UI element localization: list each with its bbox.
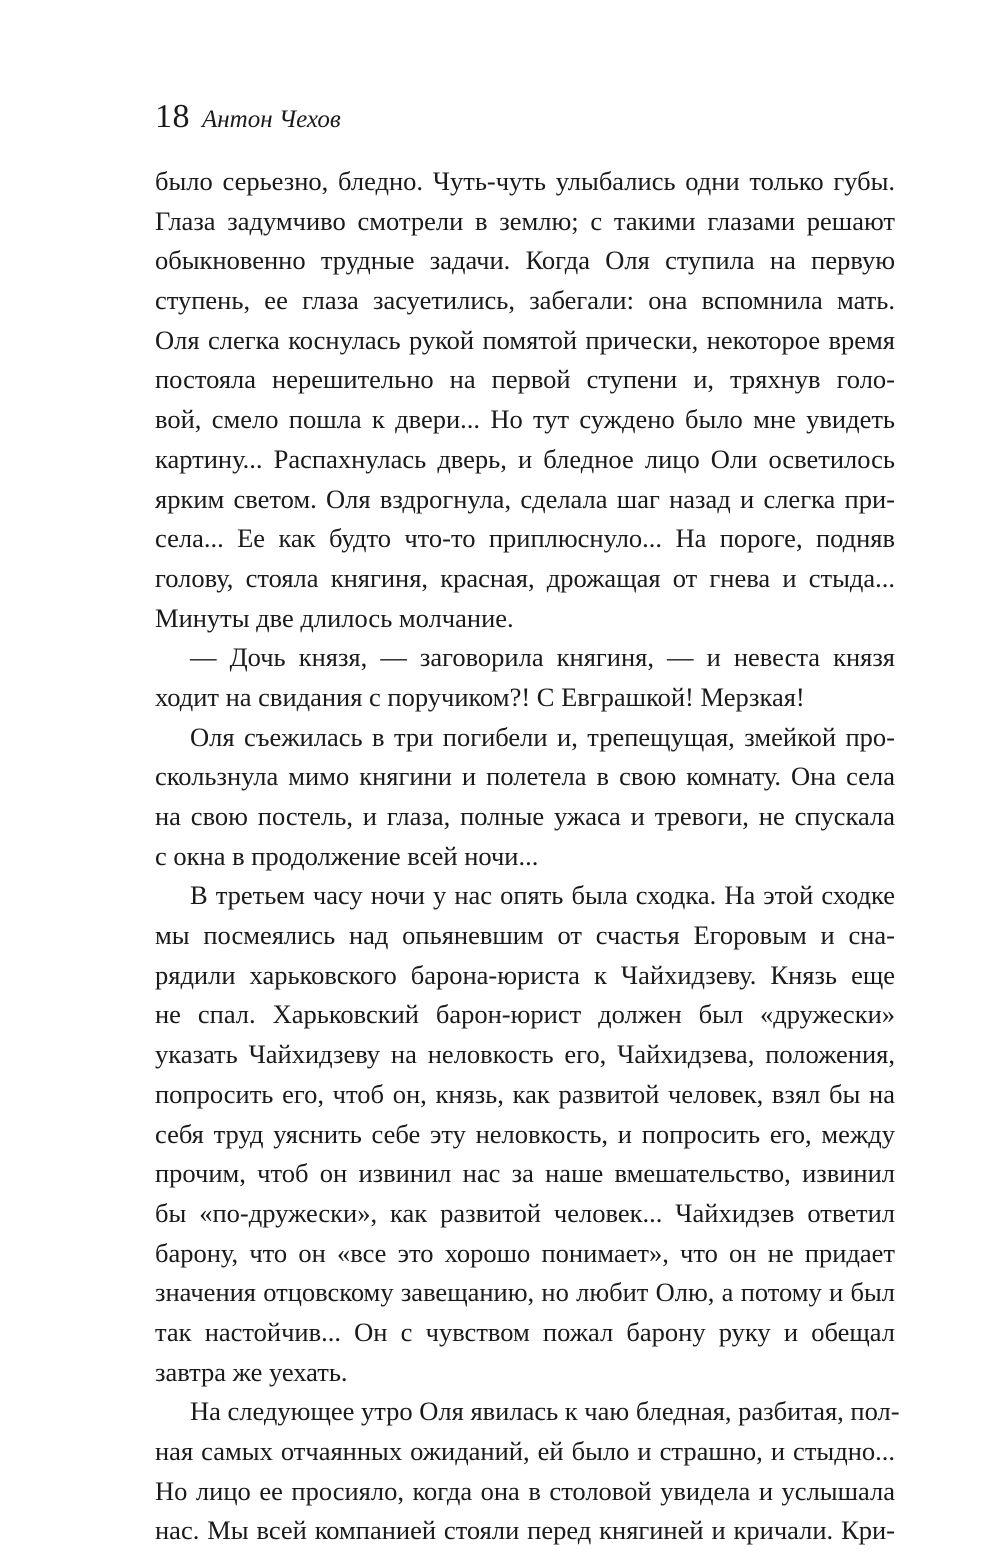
text-line: ходит на свидания с поручиком?! С Евграшкой! Мерзкая! [155, 681, 805, 712]
text-line: прочим, чтоб он извинил нас за наше вмешательство, извинил [155, 1158, 895, 1189]
text-line: голову, стояла княгиня, красная, дрожащая от гнева и стыда... [155, 562, 895, 593]
text-line: на свою постель, и глаза, полные ужаса и тревоги, не спускала [155, 801, 895, 831]
text-line: — Дочь князя, — заговорила княгиня, — и невеста князя [190, 642, 895, 673]
text-line: было серьезно, бледно. Чуть-чуть улыбались одни только губы. [155, 166, 895, 196]
text-line: так настойчив... Он с чувством пожал барону руку и обещал [155, 1316, 895, 1347]
text-line: В третьем часу ночи у нас опять была сходка. На этой сходке [190, 880, 895, 911]
running-head-author: Антон Чехов [202, 106, 341, 133]
text-line: с окна в продолжение всей ночи... [155, 840, 539, 871]
text-line: Оля слегка коснулась рукой помятой прически, некоторое время [155, 324, 895, 355]
text-line: ярким светом. Оля вздрогнула, сделала шаг назад и слегка при- [155, 483, 895, 514]
text-line: картину... Распахнулась дверь, и бледное лицо Оли осветилось [155, 443, 895, 474]
body-text [155, 162, 900, 1551]
text-line: обыкновенно трудные задачи. Когда Оля ступила на первую [155, 245, 895, 276]
text-line: бы «по-дружески», как развитой человек... Чайхидзев ответил [155, 1197, 895, 1228]
text-line: Глаза задумчиво смотрели в землю; с такими глазами решают [155, 205, 895, 236]
page-number: 18 [155, 98, 190, 135]
text-line: Оля съежилась в три погибели и, трепещущая, змейкой про- [190, 721, 895, 752]
text-line: села... Ее как будто что-то приплюснуло... На пороге, подняв [155, 523, 895, 554]
text-line: Минуты две длилось молчание. [155, 602, 514, 633]
text-line: мы посмеялись над опьяневшим от счастья Егоровым и сна- [155, 920, 895, 951]
text-line: ная самых отчаянных ожиданий, ей было и страшно, и стыдно... [155, 1436, 895, 1466]
running-head [155, 98, 341, 138]
text-line: указать Чайхидзеву на неловкость его, Чайхидзева, положения, [155, 1039, 895, 1070]
text-line: Но лицо ее просияло, когда она в столовой увидела и услышала [155, 1475, 895, 1506]
text-line: На следующее утро Оля явилась к чаю бледная, разбитая, пол- [190, 1396, 900, 1427]
text-line: рядили харьковского барона-юриста к Чайхидзеву. Князь еще [155, 959, 895, 990]
text-line: нас. Мы всей компанией стояли перед княгиней и кричали. Кри- [155, 1515, 895, 1546]
text-line: постояла нерешительно на первой ступени и, тряхнув голо- [155, 364, 895, 395]
text-line: не спал. Харьковский барон-юрист должен был «дружески» [155, 999, 895, 1030]
text-line: скользнула мимо княгини и полетела в свою комнату. Она села [155, 761, 895, 792]
text-line: вой, смело пошла к двери... Но тут суждено было мне увидеть [155, 404, 895, 435]
text-line: значения отцовскому завещанию, но любит Олю, а потому и был [155, 1277, 895, 1308]
text-line: попросить его, чтоб он, князь, как развитой человек, взял бы на [155, 1078, 895, 1109]
text-line: завтра же уехать. [155, 1356, 348, 1387]
text-line: барону, что он «все это хорошо понимает», что он не придает [155, 1237, 895, 1268]
text-line: себя труд уяснить себе эту неловкость, и попросить его, между [155, 1118, 895, 1149]
text-line: ступень, ее глаза засуетились, забегали: она вспомнила мать. [155, 285, 895, 316]
